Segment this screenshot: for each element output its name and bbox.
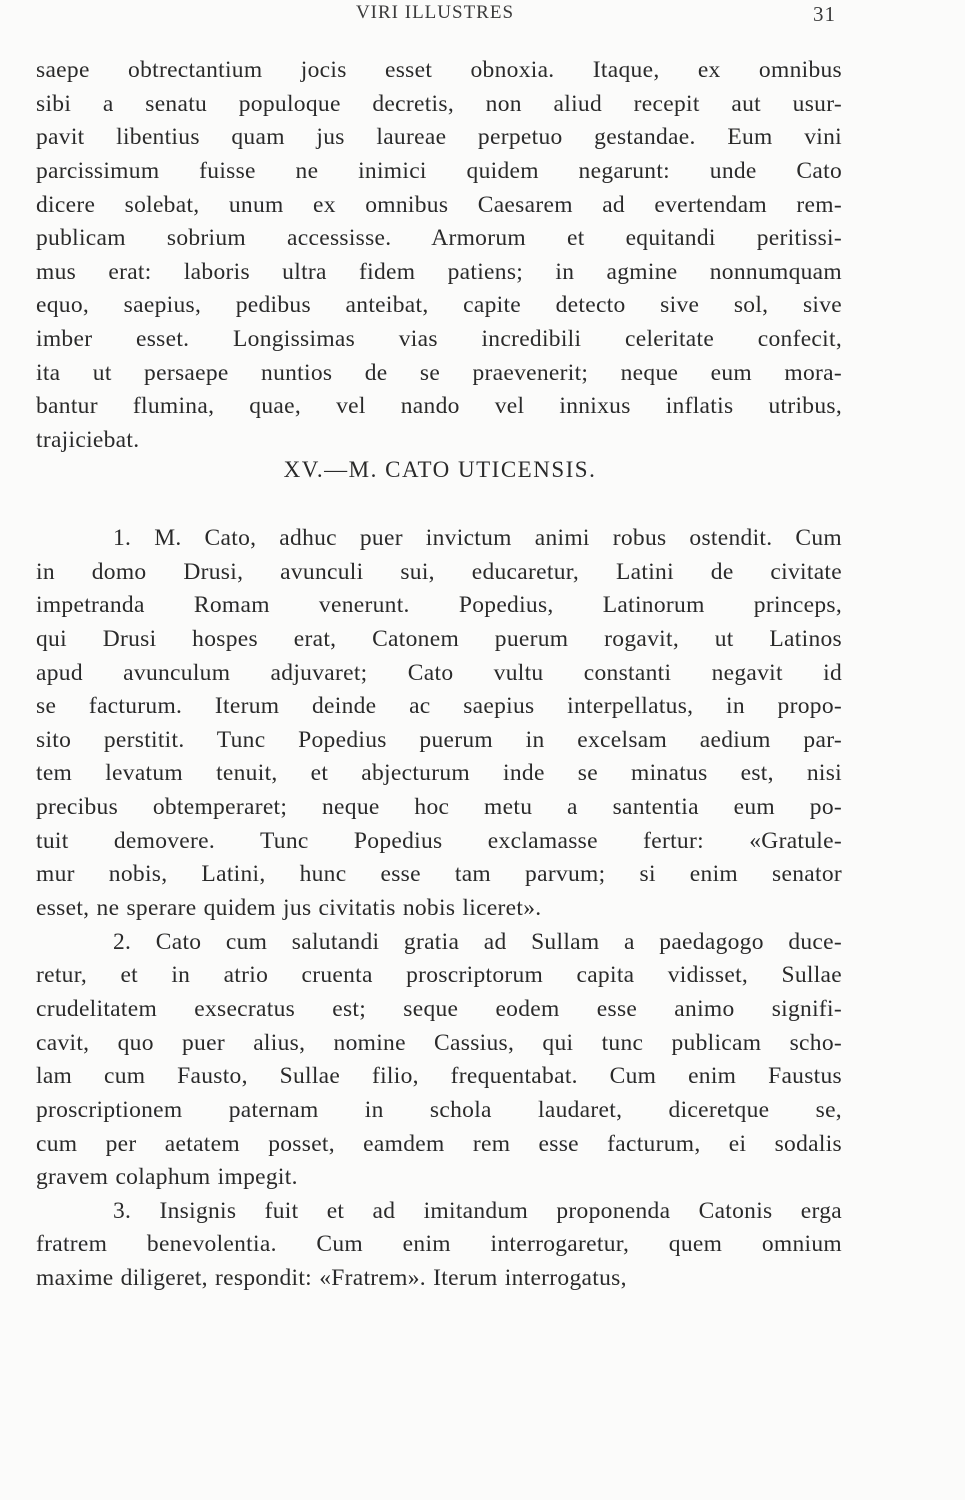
text-line: fratrem benevolentia. Cum enim interrogaretur, quem omnium (36, 1231, 842, 1258)
text-line: apud avunculum adjuvaret; Cato vultu constanti negavit id (36, 659, 842, 686)
text-line: sito perstitit. Tunc Popedius puerum in excelsam aedium par- (36, 726, 842, 753)
text-line: tuit demovere. Tunc Popedius exclamasse fertur: «Gratule- (36, 827, 842, 854)
text-line: bantur flumina, quae, vel nando vel innixus inflatis utribus, (36, 393, 842, 420)
text-line: cum per aetatem posset, eamdem rem esse facturum, ei sodalis (36, 1130, 842, 1157)
text-line: pavit libentius quam jus laureae perpetuo gestandae. Eum vini (36, 124, 842, 151)
running-title: VIRI ILLUSTRES (355, 2, 515, 23)
text-line: trajiciebat. (36, 427, 140, 454)
text-line: crudelitatem exsecratus est; seque eodem esse animo signifi- (36, 995, 842, 1022)
page-number: 31 (813, 2, 836, 26)
text-block-cato (36, 522, 842, 1296)
text-line: tem levatum tenuit, et abjecturum inde se minatus est, nisi (36, 760, 842, 787)
text-line: 2. Cato cum salutandi gratia ad Sullam a paedagogo duce- (113, 928, 842, 955)
text-block-caesar (36, 54, 842, 458)
text-line: mur nobis, Latini, hunc esse tam parvum; si enim senator (36, 861, 842, 888)
text-line: cavit, quo puer alius, nomine Cassius, qui tunc publicam scho- (36, 1029, 842, 1056)
text-line: impetranda Romam venerunt. Popedius, Latinorum princeps, (36, 592, 842, 619)
text-line: imber esset. Longissimas vias incredibili celeritate confecit, (36, 326, 842, 353)
text-line: in domo Drusi, avunculi sui, educaretur, Latini de civitate (36, 558, 842, 585)
text-line: 3. Insignis fuit et ad imitandum proponenda Catonis erga (113, 1197, 842, 1224)
text-line: esset, ne sperare quidem jus civitatis nobis liceret». (36, 895, 542, 922)
text-line: precibus obtemperaret; neque hoc metu a santentia eum po- (36, 794, 842, 821)
text-line: gravem colaphum impegit. (36, 1164, 298, 1191)
text-line: se facturum. Iterum deinde ac saepius interpellatus, in propo- (36, 693, 842, 720)
text-line: retur, et in atrio cruenta proscriptorum capita vidisset, Sullae (36, 962, 842, 989)
text-line: publicam sobrium accessisse. Armorum et equitandi peritissi- (36, 225, 842, 252)
text-line: 1. M. Cato, adhuc puer invictum animi robus ostendit. Cum (113, 525, 842, 551)
text-line: lam cum Fausto, Sullae filio, frequentabat. Cum enim Faustus (36, 1063, 842, 1090)
text-line: ita ut persaepe nuntios de se praevenerit; neque eum mora- (36, 359, 842, 386)
text-line: mus erat: laboris ultra fidem patiens; in agmine nonnumquam (36, 258, 842, 285)
text-line: sibi a senatu populoque decretis, non aliud recepit aut usur- (36, 90, 842, 117)
text-line: qui Drusi hospes erat, Catonem puerum rogavit, ut Latinos (36, 625, 842, 652)
section-heading: XV.—M. CATO UTICENSIS. (283, 457, 597, 482)
text-line: equo, saepius, pedibus anteibat, capite detecto sive sol, sive (36, 292, 842, 319)
text-line: maxime diligeret, respondit: «Fratrem». Iterum interrogatus, (36, 1265, 627, 1292)
text-line: dicere solebat, unum ex omnibus Caesarem ad evertendam rem- (36, 191, 842, 218)
text-line: saepe obtrectantium jocis esset obnoxia. Itaque, ex omnibus (36, 57, 842, 83)
text-line: proscriptionem paternam in schola laudaret, diceretque se, (36, 1096, 842, 1123)
text-line: parcissimum fuisse ne inimici quidem negarunt: unde Cato (36, 157, 842, 184)
